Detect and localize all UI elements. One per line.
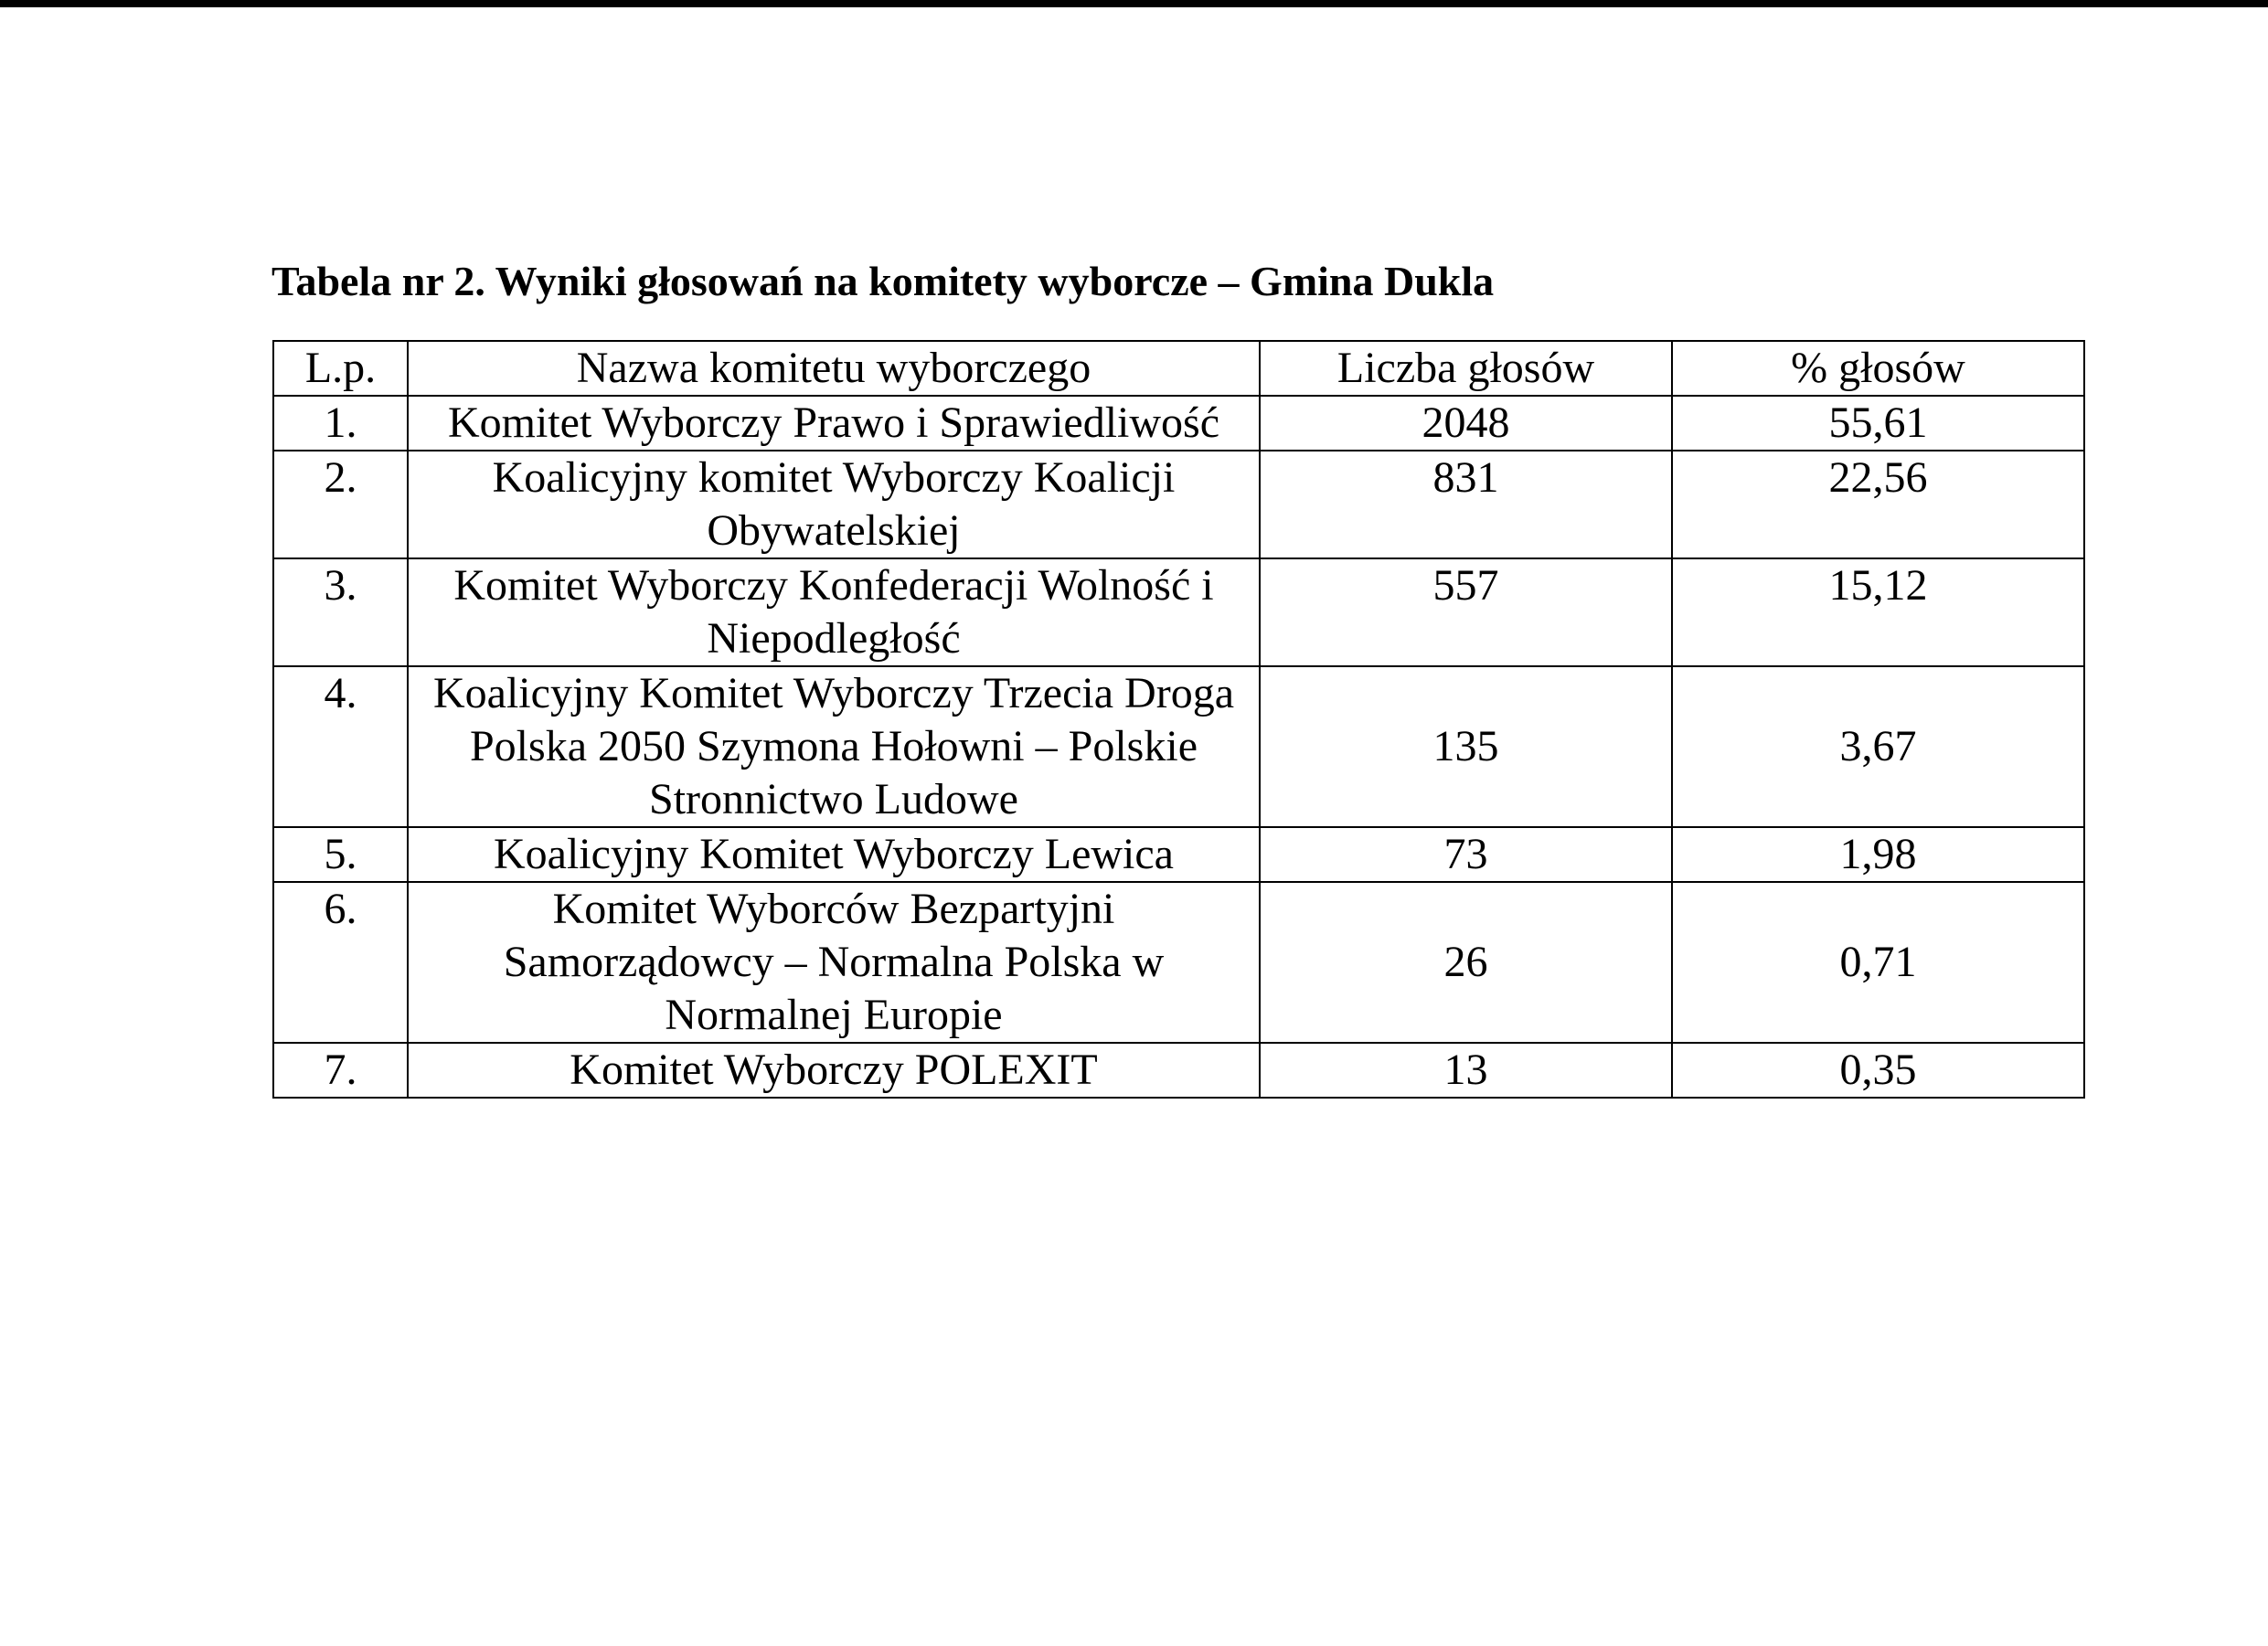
cell-committee-name: Komitet Wyborczy POLEXIT: [408, 1043, 1260, 1098]
cell-vote-count: 26: [1260, 882, 1672, 1043]
cell-vote-percent: 55,61: [1672, 396, 2084, 451]
top-border-bar: [0, 0, 2268, 7]
cell-lp: 7.: [273, 1043, 408, 1098]
cell-vote-count: 2048: [1260, 396, 1672, 451]
cell-vote-percent: 0,71: [1672, 882, 2084, 1043]
election-results-table: [272, 340, 2085, 1099]
cell-vote-count: 13: [1260, 1043, 1672, 1098]
cell-lp: 3.: [273, 558, 408, 666]
cell-vote-count: 135: [1260, 666, 1672, 827]
cell-lp: 6.: [273, 882, 408, 1043]
table-caption: Tabela nr 2. Wyniki głosowań na komitety wyborcze – Gmina Dukla: [272, 258, 1495, 304]
cell-committee-name: Koalicyjny komitet Wyborczy Koalicji Obywatelskiej: [408, 451, 1260, 558]
table-row: [273, 827, 2084, 882]
cell-lp: 1.: [273, 396, 408, 451]
header-lp: L.p.: [273, 341, 408, 396]
cell-lp: 4.: [273, 666, 408, 827]
cell-committee-name: Koalicyjny Komitet Wyborczy Trzecia Droga Polska 2050 Szymona Hołowni – Polskie Stronnictwo Ludowe: [408, 666, 1260, 827]
cell-vote-percent: 3,67: [1672, 666, 2084, 827]
cell-vote-percent: 0,35: [1672, 1043, 2084, 1098]
cell-vote-count: 73: [1260, 827, 1672, 882]
header-committee-name: Nazwa komitetu wyborczego: [408, 341, 1260, 396]
header-vote-count: Liczba głosów: [1260, 341, 1672, 396]
cell-committee-name: Komitet Wyborców Bezpartyjni Samorządowcy – Normalna Polska w Normalnej Europie: [408, 882, 1260, 1043]
table-row: [273, 1043, 2084, 1098]
table-header-row: [273, 341, 2084, 396]
cell-committee-name: Komitet Wyborczy Prawo i Sprawiedliwość: [408, 396, 1260, 451]
cell-committee-name: Koalicyjny Komitet Wyborczy Lewica: [408, 827, 1260, 882]
table-row: [273, 558, 2084, 666]
cell-lp: 5.: [273, 827, 408, 882]
table-row: [273, 396, 2084, 451]
cell-vote-count: 831: [1260, 451, 1672, 558]
table-row: [273, 451, 2084, 558]
table-row: [273, 666, 2084, 827]
cell-vote-percent: 15,12: [1672, 558, 2084, 666]
cell-lp: 2.: [273, 451, 408, 558]
cell-vote-count: 557: [1260, 558, 1672, 666]
header-vote-percent: % głosów: [1672, 341, 2084, 396]
cell-vote-percent: 1,98: [1672, 827, 2084, 882]
table-row: [273, 882, 2084, 1043]
cell-vote-percent: 22,56: [1672, 451, 2084, 558]
cell-committee-name: Komitet Wyborczy Konfederacji Wolność i Niepodległość: [408, 558, 1260, 666]
